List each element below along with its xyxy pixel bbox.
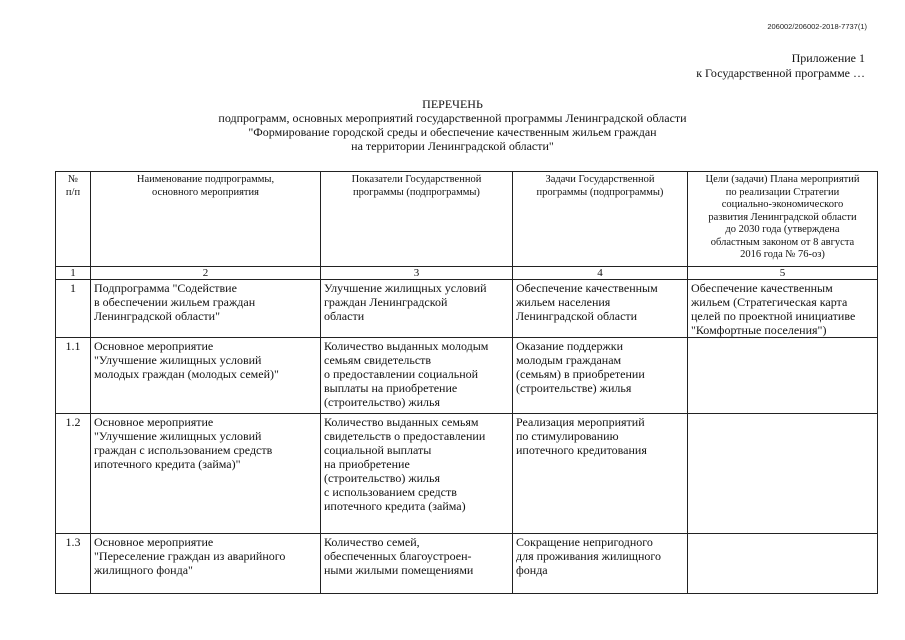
- row-number: 1.2: [56, 414, 91, 534]
- row-indicators: Количество семей, обеспеченных благоустроен- ными жилыми помещениями: [321, 534, 513, 594]
- header-name: Наименование подпрограммы, основного мероприятия: [91, 172, 321, 267]
- table-row: [56, 534, 878, 594]
- row-name: Основное мероприятие "Переселение граждан из аварийного жилищного фонда": [91, 534, 321, 594]
- row-tasks: Оказание поддержки молодым гражданам (семьям) в приобретении (строительстве) жилья: [513, 338, 688, 414]
- column-number: 5: [688, 267, 878, 280]
- row-goals: [688, 414, 878, 534]
- column-number: 2: [91, 267, 321, 280]
- header-goals: Цели (задачи) Плана мероприятий по реализации Стратегии социально-экономического развития Ленинградской области до 2030 года (утверждена областным законом от 8 августа 2016 года № 76-оз): [688, 172, 878, 267]
- header-number: № п/п: [56, 172, 91, 267]
- column-number: 1: [56, 267, 91, 280]
- column-number: 3: [321, 267, 513, 280]
- heading-title: ПЕРЕЧЕНЬ: [422, 97, 483, 111]
- row-indicators: Количество выданных молодым семьям свидетельств о предоставлении социальной выплаты на приобретение (строительство) жилья: [321, 338, 513, 414]
- row-tasks: Сокращение непригодного для проживания жилищного фонда: [513, 534, 688, 594]
- row-goals: Обеспечение качественным жильем (Стратегическая карта целей по проектной инициативе "Комфортные поселения"): [688, 280, 878, 338]
- heading-line-3: "Формирование городской среды и обеспечение качественным жильем граждан: [248, 125, 657, 139]
- document-id: 206002/206002-2018-7737(1): [767, 22, 867, 31]
- row-indicators: Улучшение жилищных условий граждан Ленинградской области: [321, 280, 513, 338]
- row-tasks: Реализация мероприятий по стимулированию ипотечного кредитования: [513, 414, 688, 534]
- row-indicators: Количество выданных семьям свидетельств о предоставлении социальной выплаты на приобретение (строительство) жилья с использованием средств ипотечного кредита (займа): [321, 414, 513, 534]
- row-goals: [688, 338, 878, 414]
- programs-table: [55, 171, 878, 594]
- header-indicators: Показатели Государственной программы (подпрограммы): [321, 172, 513, 267]
- heading-line-4: на территории Ленинградской области": [351, 139, 554, 153]
- column-number: 4: [513, 267, 688, 280]
- table-row: [56, 338, 878, 414]
- row-number: 1.1: [56, 338, 91, 414]
- table-row: [56, 414, 878, 534]
- row-number: 1.3: [56, 534, 91, 594]
- row-number: 1: [56, 280, 91, 338]
- heading-line-2: подпрограмм, основных мероприятий государственной программы Ленинградской области: [218, 111, 687, 125]
- row-tasks: Обеспечение качественным жильем населения Ленинградской области: [513, 280, 688, 338]
- document-heading: [0, 97, 905, 153]
- row-goals: [688, 534, 878, 594]
- table-header-row: [56, 172, 878, 267]
- table-row: [56, 280, 878, 338]
- header-tasks: Задачи Государственной программы (подпрограммы): [513, 172, 688, 267]
- column-number-row: [56, 267, 878, 280]
- appendix-line-2: к Государственной программе …: [696, 66, 865, 80]
- appendix-line-1: Приложение 1: [791, 51, 865, 65]
- row-name: Подпрограмма "Содействие в обеспечении жильем граждан Ленинградской области": [91, 280, 321, 338]
- row-name: Основное мероприятие "Улучшение жилищных условий граждан с использованием средств ипотечного кредита (займа)": [91, 414, 321, 534]
- row-name: Основное мероприятие "Улучшение жилищных условий молодых граждан (молодых семей)": [91, 338, 321, 414]
- appendix-note: [696, 51, 865, 81]
